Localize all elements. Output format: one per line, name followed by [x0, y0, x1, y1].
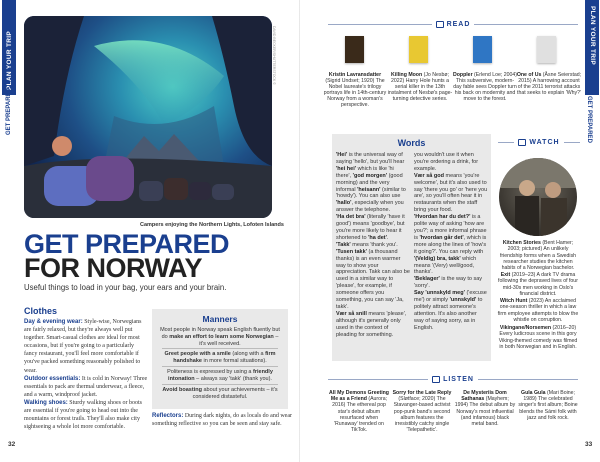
film-still-illustration: [499, 158, 577, 236]
day-wear-label: Day & evening wear:: [24, 319, 83, 325]
book-desc-3: Doppler (Erlend Loe; 2004) This subversive, modern-day fable sees Doppler turn his back on modernity and move to the forest.: [452, 72, 518, 103]
page-subtitle: Useful things to load in your bag, your ears and your brain.: [24, 283, 227, 292]
clothes-heading: Clothes: [24, 306, 58, 316]
hero-caption: Campers enjoying the Northern Lights, Lofoten Islands: [140, 222, 284, 228]
listen-heading: LISTEN: [443, 375, 474, 383]
rule: [478, 379, 578, 380]
walking-text: Sturdy walking shoes or boots are essential if you're going to head out into the mountains or forest trails. They'll also make city sightseeing a whole lot more comfortable.: [24, 399, 142, 431]
book-desc-1: Kristin Lavransdatter (Sigrid Undset; 1920) The Nobel laureate's trilogy portrays life in 14th-century Norway from a woman's perspective.: [323, 72, 387, 109]
rule: [564, 142, 580, 143]
watch-item-2: Exit (2019–23) A dark TV drama following the depraved lives of four mid-30s men working in Oslo's financial district.: [498, 272, 578, 297]
book-icon: [436, 21, 444, 28]
side-tab-left: [2, 0, 16, 95]
manners-tip-1: Most people in Norway speak English fluently but do make an effort to learn some Norwegian – it's well received.: [160, 327, 280, 347]
manners-tip-2: Greet people with a smile (along with a firm handshake in more formal situations).: [164, 351, 276, 364]
outdoor-text: It is cold in Norway! Three essentials to pack are thermal underwear, a fleece, and a warm, windproof jacket.: [24, 375, 148, 398]
rule: [328, 24, 432, 25]
watch-item-3: Witch Hunt (2023) An acclaimed one-season thriller in which a law firm employee attempts to blow the whistle on corruption.: [497, 298, 579, 323]
watch-heading: WATCH: [529, 138, 560, 146]
manners-heading: Manners: [202, 314, 238, 324]
book-desc-4: One of Us (Åsne Seierstad; 2015) A harrowing account of the 2011 terrorist attacks that seeks to explain 'Why?': [516, 72, 582, 97]
words-box: [332, 134, 491, 361]
listen-header: [328, 373, 578, 385]
watch-header: [498, 136, 580, 148]
hero-photo: [24, 16, 272, 218]
manners-tip-3: Politeness is expressed by using a friendly intonation – always say 'takk' (thank you).: [167, 369, 273, 382]
title-line-1: GET PREPARED: [24, 229, 230, 259]
page-number-left: 32: [8, 441, 16, 448]
listen-item-4: Gula Gula (Mari Boine; 1989) The celebrated singer's first album; Boine blends the Sámi folk with jazz and folk rock.: [518, 390, 578, 421]
book-cover-3: [473, 36, 492, 63]
watch-item-4: Vikingane/Norsemen (2016–20) Every ludicrous scene in this gory Viking-themed comedy was filmed in both Norwegian and in English.: [498, 325, 578, 350]
rule: [498, 142, 514, 143]
book-desc-2: Killing Moon (Jo Nesbø; 2022) Harry Hole hunts a serial killer in the 13th instalment of Nesbø's page-turning detective series.: [387, 72, 453, 103]
clothes-text: [24, 318, 148, 431]
rule: [474, 24, 578, 25]
divider: [162, 384, 278, 385]
reflectors-text: Reflectors: During dark nights, do as locals do and wear something reflective so you can be seen and stay safe.: [152, 413, 292, 428]
rule: [328, 379, 428, 380]
page-title: [24, 229, 230, 284]
headphones-icon: [432, 376, 440, 383]
walking-label: Walking shoes:: [24, 399, 68, 406]
northern-lights-illustration: [24, 16, 272, 218]
listen-item-3: De Mysteriis Dom Sathanas (Mayhem; 1994) The debut album by Norway's most influential (and infamous) black metal band.: [454, 390, 516, 428]
side-subtitle-left: GET PREPARED: [6, 88, 12, 135]
day-wear-text: Style-wise, Norwegians are fairly relaxed, but they're always well put together. Smart-casual clothes are ideal for most occasions, but if you're going to a particularly fancy restaurant, you'll feel more comfortable if you've packed something reasonably polished to wear.: [24, 319, 142, 374]
manners-tip-4: Avoid boasting about your achievements – it's considered distasteful.: [162, 387, 278, 400]
side-tab-label: PLAN YOUR TRIP: [6, 31, 13, 90]
read-header: [328, 18, 578, 30]
read-heading: READ: [446, 20, 471, 28]
listen-item-2: Sorry for the Late Reply (Sløtface; 2020) The Stavanger-based activist pop-punk band's second album features the irresistibly catchy single 'Telepathetic'.: [392, 390, 452, 434]
outdoor-label: Outdoor essentials:: [24, 375, 81, 382]
book-cover-4: [537, 36, 556, 63]
side-tab-right: [585, 0, 599, 95]
page-number-right: 33: [585, 441, 593, 448]
book-cover-1: [345, 36, 364, 63]
divider: [162, 348, 278, 349]
words-column-1: 'Hei' is the universal way of saying 'hello', but you'll hear 'hei hei' which is like 'hi there', 'god morgen' (good morning) and the very informal 'heisann' (similar to 'howdy'). You can also use 'hallo', especially when you answer the telephone. 'Ha det bra' (literally 'have it good') means 'goodbye', but you're more likely to hear it shortened to 'ha det'. 'Takk' means 'thank you'. 'Tusen takk' (a thousand thanks) is an even warmer way to show your appreciation. Takk can also be used in a similar way to 'please', for example, if someone offers you something, you can say 'Ja, takk'. Vær så snill means 'please', although it's generally only used in the context of pleading for something.: [336, 152, 410, 338]
watch-item-1: Kitchen Stories (Bent Hamer; 2003; pictured) An unlikely friendship forms when a Swedish researcher studies the kitchen habits of a Norwegian bachelor.: [499, 240, 577, 272]
divider: [162, 366, 278, 367]
side-tab-label: PLAN YOUR TRIP: [589, 6, 596, 65]
words-heading: Words: [397, 138, 426, 148]
listen-item-1: All My Demons Greeting Me as a Friend (Aurora; 2016) The ethereal pop star's debut album resurfaced when 'Runaway' trended on TikTok.: [329, 390, 389, 434]
title-line-2: FOR NORWAY: [24, 253, 203, 284]
words-column-2: you wouldn't use it when you're ordering a drink, for example. Vær så god means 'you're welcome', but it's also used to say 'there you go' or 'here you are', so you'll often hear it in restaurants when the staff bring your food. 'Hvordan har du det?' is a polite way of asking 'how are you?'; a more informal phrase is 'hvordan går det', which is more along the lines of 'how's it going?'. You can reply with '(Veldig) bra, takk' which means '(Very) well/good, thanks'. 'Beklager' is the way to say 'sorry'. Say 'unnskyld meg' ('excuse me') or simply 'unnskyld' to politely attract someone's attention. It's also another way of saying sorry, as in English.: [414, 152, 488, 331]
reflectors-label: Reflectors:: [152, 413, 184, 419]
book-cover-2: [409, 36, 428, 63]
photo-credit: DAVID BECKER/SHUTTERSTOCK ©: [272, 26, 276, 85]
manners-box: [152, 309, 288, 409]
tv-icon: [518, 139, 526, 146]
kitchen-stories-still: [499, 158, 577, 236]
side-subtitle-right: GET PREPARED: [586, 96, 592, 143]
